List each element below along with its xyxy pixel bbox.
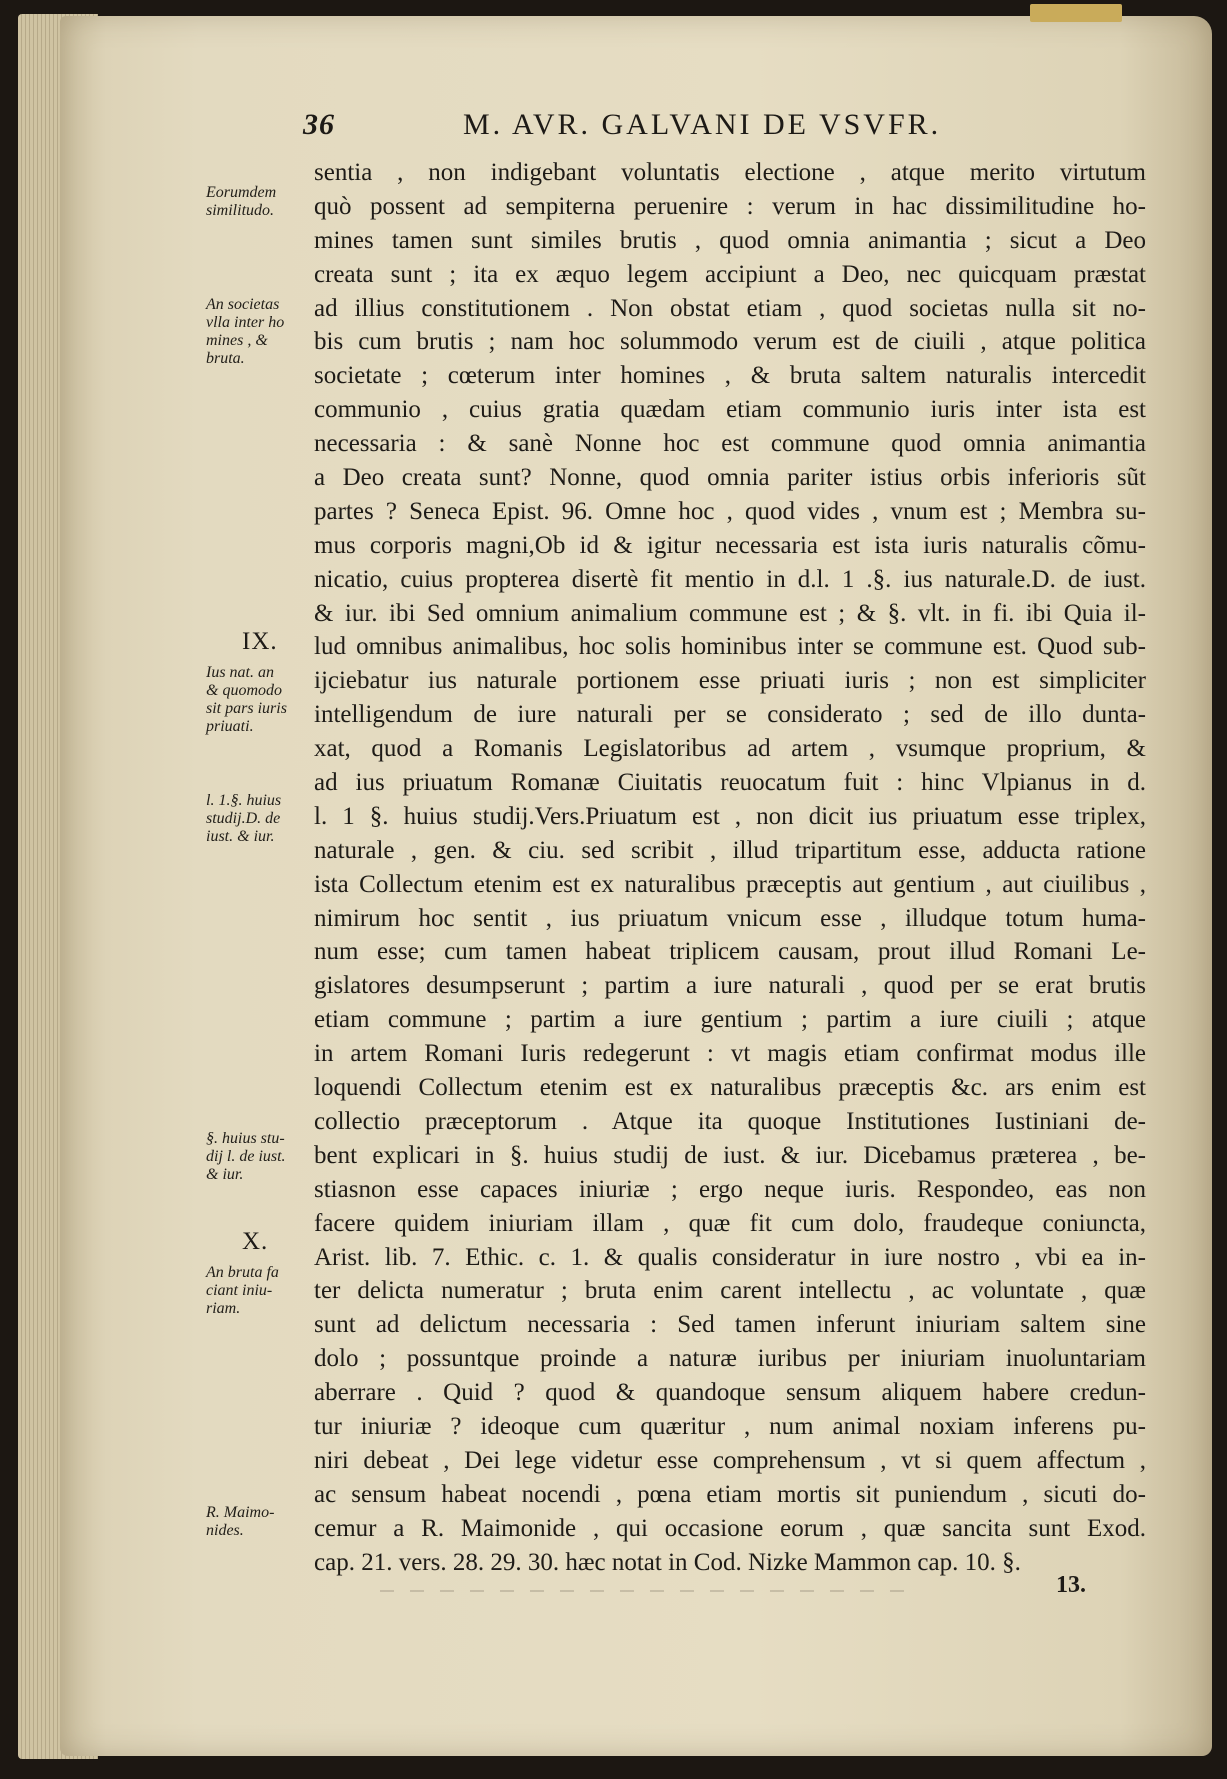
main-text-block [314,156,1146,1579]
text-line: communio , cuius gratia quædam etiam communio iuris inter ista est [314,396,1146,424]
text-line: tur iniuriæ ? ideoque cum quæritur , num animal noxiam inferens pu- [314,1412,1146,1440]
text-line: mus corporis magni,Ob id & igitur necessaria est ista iuris naturalis cõmu- [314,531,1146,559]
margin-note-l-1: l. 1.§. huius studij.D. de iust. & iur. [206,792,282,845]
text-line: num esse; cum tamen habeat triplicem causam, prout illud Romani Le- [314,938,1146,966]
text-line: intelligendum de iure naturali per se considerato ; sed de illo dunta- [314,701,1146,729]
text-line: gislatores desumpserunt ; partim a iure naturali , quod per se erat brutis [314,972,1146,1000]
text-line: xat, quod a Romanis Legislatoribus ad artem , vsumque proprium, & [314,735,1146,763]
text-line: creata sunt ; ita ex æquo legem accipiunt a Deo, nec quicquam præstat [314,260,1146,288]
text-line: ista Collectum etenim est ex naturalibus præceptis aut gentium , aut ciuilibus , [314,870,1146,898]
margin-note-maimonides: R. Maimo- nides. [206,1504,275,1539]
text-line: aberrare . Quid ? quod & quandoque sensum aliquem habere credun- [314,1379,1146,1407]
text-line: ter delicta numeratur ; bruta enim carent intellectu , ac voluntate , quæ [314,1277,1146,1305]
margin-note-bruta-iniuriam: An bruta fa ciant iniu- riam. [206,1264,279,1317]
catchword: 13. [1056,1572,1086,1598]
margin-note-ius-nat: Ius nat. an & quomodo sit pars iuris priuati. [206,664,287,735]
margin-note-societas: An societas vlla inter ho mines , & bruta. [206,296,285,367]
text-line: bent explicari in §. huius studij de iust. & iur. Dicebamus præterea , be- [314,1141,1146,1169]
text-line: niri debeat , Dei lege videtur esse comprehensum , vt si quem affectum , [314,1446,1146,1474]
text-line: ad illius constitutionem . Non obstat etiam , quod societas nulla sit no- [314,294,1146,322]
text-line: nimirum hoc sentit , ius priuatum vnicum esse , illudque totum huma- [314,904,1146,932]
text-line: in artem Romani Iuris redegerunt : vt magis etiam confirmat modus ille [314,1040,1146,1068]
margin-note-eorumdem: Eorumdem similitudo. [206,184,277,219]
text-line: stiasnon esse capaces iniuriæ ; ergo neque iuris. Respondeo, eas non [314,1175,1146,1203]
section-number-ix: IX. [242,628,278,655]
section-number-x: X. [242,1228,269,1255]
text-line: collectio præceptorum . Atque ita quoque Institutiones Iustiniani de- [314,1107,1146,1135]
margin-note-huius-studij: §. huius stu- dij l. de iust. & iur. [206,1130,286,1183]
text-line: naturale , gen. & ciu. sed scribit , illud tripartitum esse, adducta ratione [314,836,1146,864]
text-line: ad ius priuatum Romanæ Ciuitatis reuocatum fuit : hinc Vlpianus in d. [314,769,1146,797]
text-line: mines tamen sunt similes brutis , quod omnia animantia ; sicut a Deo [314,226,1146,254]
running-head [303,108,1023,148]
show-through-rule [380,1590,920,1592]
text-line: loquendi Collectum etenim est ex naturalibus præceptis &c. ars enim est [314,1074,1146,1102]
text-line: societate ; cœterum inter homines , & bruta saltem naturalis intercedit [314,362,1146,390]
text-line: dolo ; possuntque proinde a naturæ iuribus per iniuriam inuoluntariam [314,1345,1146,1373]
text-line: facere quidem iniuriam illam , quæ fit cum dolo, fraudeque coniuncta, [314,1209,1146,1237]
text-line: Arist. lib. 7. Ethic. c. 1. & qualis consideratur in iure nostro , vbi ea in- [314,1243,1146,1271]
text-line: bis cum brutis ; nam hoc solummodo verum est de ciuili , atque politica [314,328,1146,356]
page-number: 36 [303,108,335,141]
text-line: & iur. ibi Sed omnium animalium commune est ; & §. vlt. in fi. ibi Quia il- [314,599,1146,627]
text-line: partes ? Seneca Epist. 96. Omne hoc , quod vides , vnum est ; Membra su- [314,497,1146,525]
text-line: l. 1 §. huius studij.Vers.Priuatum est , non dicit ius priuatum esse triplex, [314,802,1146,830]
text-line: ac sensum habeat nocendi , pœna etiam mortis sit puniendum , sicuti do- [314,1480,1146,1508]
text-line: sunt ad delictum necessaria : Sed tamen inferunt iniuriam saltem sine [314,1311,1146,1339]
page-tab-marker [1030,4,1122,22]
text-line: necessaria : & sanè Nonne hoc est commune quod omnia animantia [314,430,1146,458]
running-title: M. AVR. GALVANI DE VSVFR. [463,108,942,141]
text-line: sentia , non indigebant voluntatis electione , atque merito virtutum [314,159,1146,186]
text-line: a Deo creata sunt? Nonne, quod omnia pariter istius orbis inferioris sũt [314,464,1146,492]
text-line: lud omnibus animalibus, hoc solis hominibus inter se commune est. Quod sub- [314,633,1146,661]
text-line: ijciebatur ius naturale portionem esse priuati iuris ; non est simpliciter [314,667,1146,695]
text-line: etiam commune ; partim a iure gentium ; partim a iure ciuili ; atque [314,1006,1146,1034]
text-line: cap. 21. vers. 28. 29. 30. hæc notat in Cod. Nizke Mammon cap. 10. §. [314,1548,1021,1576]
text-line: quò possent ad sempiterna peruenire : verum in hac dissimilitudine ho- [314,192,1146,220]
text-line: nicatio, cuius propterea disertè fit mentio in d.l. 1 .§. ius naturale.D. de iust. [314,565,1146,593]
text-line: cemur a R. Maimonide , qui occasione eorum , quæ sancita sunt Exod. [314,1514,1146,1542]
